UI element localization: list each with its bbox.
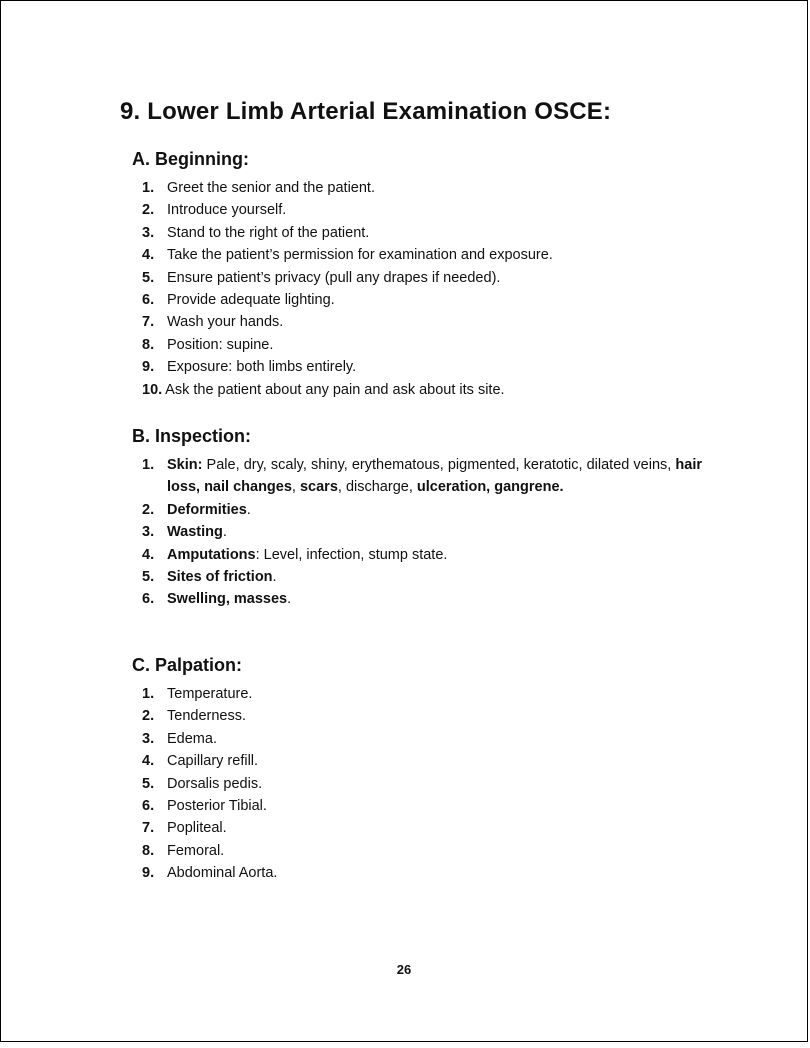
item-text: Pale, dry, scaly, shiny, erythematous, pigmented, keratotic, dilated veins, xyxy=(202,457,676,473)
item-text: Femoral. xyxy=(167,842,225,859)
item-number: 6. xyxy=(142,798,155,815)
item-number: 6. xyxy=(142,591,155,608)
inspection-list xyxy=(132,454,702,611)
beginning-list xyxy=(132,177,702,401)
item-number: 5. xyxy=(142,775,155,792)
item-number: 8. xyxy=(142,336,155,353)
item-label: Sites of friction xyxy=(167,569,273,586)
list-item xyxy=(132,795,702,817)
item-label: Deformities xyxy=(167,501,247,518)
item-label: Skin: xyxy=(167,457,203,473)
list-item xyxy=(132,499,702,521)
item-number: 7. xyxy=(142,314,155,331)
item-emphasis: scars xyxy=(299,479,338,496)
list-item xyxy=(132,566,702,588)
list-item-skin xyxy=(132,454,702,499)
item-number: 1. xyxy=(142,686,155,702)
item-text: Posterior Tibial. xyxy=(167,798,267,815)
item-label: Swelling, masses xyxy=(167,591,288,608)
list-item xyxy=(132,244,702,266)
item-text: Abdominal Aorta. xyxy=(167,865,278,882)
item-number: 4. xyxy=(142,247,155,264)
item-text: . xyxy=(246,501,251,518)
item-text: , discharge, xyxy=(337,479,417,496)
item-text: , xyxy=(291,479,300,496)
item-text: Introduce yourself. xyxy=(167,202,287,219)
item-text: Ensure patient’s privacy (pull any drapes if needed). xyxy=(167,269,501,286)
section-heading-beginning: A. Beginning: xyxy=(132,149,249,169)
item-text: Take the patient’s permission for examination and exposure. xyxy=(167,247,553,264)
list-item xyxy=(132,267,702,289)
item-text: Position: supine. xyxy=(167,336,274,353)
list-item xyxy=(132,544,702,566)
list-item xyxy=(132,588,702,610)
palpation-list xyxy=(132,683,702,885)
list-item xyxy=(132,222,702,244)
item-text: Edema. xyxy=(167,730,217,747)
list-item xyxy=(132,728,702,750)
list-item xyxy=(132,817,702,839)
item-text: Greet the senior and the patient. xyxy=(167,180,375,196)
page-number: 26 xyxy=(396,962,412,977)
item-text: Capillary refill. xyxy=(167,753,259,770)
item-text: Wash your hands. xyxy=(167,314,284,331)
item-number: 2. xyxy=(142,501,155,518)
section-heading-inspection: B. Inspection: xyxy=(132,426,252,446)
item-number: 10. xyxy=(142,381,163,398)
item-number: 8. xyxy=(142,842,155,859)
item-emphasis: hair loss, nail changes xyxy=(167,457,702,496)
item-number: 4. xyxy=(142,753,155,770)
list-item xyxy=(132,521,702,543)
list-item xyxy=(132,705,702,727)
list-item xyxy=(132,289,702,311)
item-text: : Level, infection, stump state. xyxy=(255,546,448,563)
section-heading-palpation: C. Palpation: xyxy=(132,655,243,675)
item-text: Dorsalis pedis. xyxy=(167,775,263,792)
item-text: Stand to the right of the patient. xyxy=(167,224,370,241)
item-number: 9. xyxy=(142,359,155,376)
item-number: 4. xyxy=(142,546,155,563)
item-number: 1. xyxy=(142,457,155,473)
item-number: 5. xyxy=(142,269,155,286)
list-item xyxy=(132,334,702,356)
list-item xyxy=(132,750,702,772)
list-item xyxy=(132,199,702,221)
list-item xyxy=(132,773,702,795)
item-number: 9. xyxy=(142,865,155,882)
item-text: . xyxy=(222,524,227,541)
item-number: 2. xyxy=(142,202,155,219)
list-item xyxy=(132,683,702,705)
page-title: 9. Lower Limb Arterial Examination OSCE: xyxy=(120,98,612,125)
item-number: 2. xyxy=(142,708,155,725)
item-text: Tenderness. xyxy=(167,708,246,725)
item-emphasis: ulceration, gangrene. xyxy=(416,479,564,496)
item-text: Exposure: both limbs entirely. xyxy=(167,359,357,376)
list-item xyxy=(132,311,702,333)
item-number: 6. xyxy=(142,292,155,309)
list-item xyxy=(132,356,702,378)
item-text: Ask the patient about any pain and ask about its site. xyxy=(165,381,505,398)
item-number: 5. xyxy=(142,569,155,586)
item-text: Provide adequate lighting. xyxy=(167,292,335,309)
item-number: 3. xyxy=(142,224,155,241)
item-number: 1. xyxy=(142,180,155,196)
item-text: Popliteal. xyxy=(167,820,227,837)
item-number: 7. xyxy=(142,820,155,837)
section-beginning xyxy=(132,147,702,401)
item-number: 3. xyxy=(142,730,155,747)
section-palpation xyxy=(132,653,702,885)
item-text: Temperature. xyxy=(167,686,253,702)
list-item xyxy=(132,840,702,862)
item-text: . xyxy=(287,591,292,608)
list-item xyxy=(132,177,702,199)
list-item xyxy=(132,862,702,884)
item-label: Amputations xyxy=(167,546,256,563)
item-number: 3. xyxy=(142,524,155,541)
item-text: . xyxy=(272,569,277,586)
section-inspection xyxy=(132,424,702,611)
item-label: Wasting xyxy=(167,524,223,541)
list-item xyxy=(132,379,702,401)
